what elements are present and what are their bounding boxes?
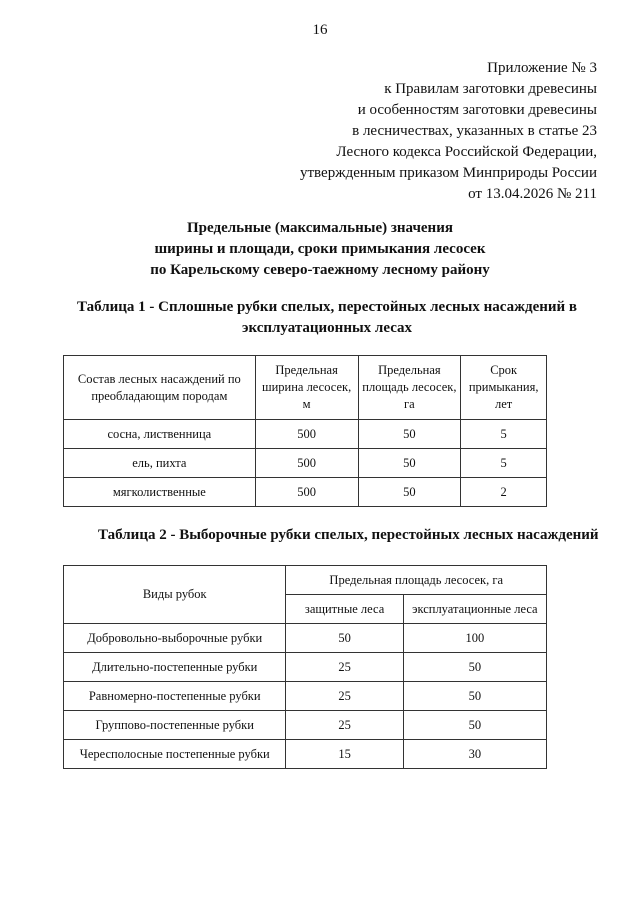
table1-header-cell: Состав лесных насаждений по преобладающим породам [64,356,256,420]
appendix-line: Лесного кодекса Российской Федерации, [336,144,597,160]
appendix-line: Приложение № 3 [487,60,597,76]
table2-cell: 25 [286,653,403,682]
table1-cell: ель, пихта [64,449,256,478]
table2-header-type: Виды рубок [64,566,286,624]
table-row [64,653,547,682]
table2-cell: Длительно-постепенные рубки [64,653,286,682]
table2-cell: 25 [286,711,403,740]
table-row [64,711,547,740]
table1-cell: 500 [255,478,358,507]
title-line: ширины и площади, сроки примыкания лесосек [154,241,486,257]
title-line: по Карельскому северо-таежному лесному району [150,262,490,278]
table1-cell: 50 [358,449,461,478]
table1-cell: 5 [461,420,547,449]
appendix-line: в лесничествах, указанных в статье 23 [352,123,597,139]
appendix-line: утвержденным приказом Минприроды России [300,165,597,181]
table1-header-row [64,356,547,420]
table2-cell: 15 [286,740,403,769]
table2-header-area: Предельная площадь лесосек, га [286,566,547,595]
table2-cell: 50 [403,653,546,682]
table1-cell: сосна, лиственница [64,420,256,449]
title-line: Предельные (максимальные) значения [187,220,453,236]
table2 [63,565,547,769]
table-row [64,420,547,449]
page-number: 16 [312,22,328,38]
table1-header-cell: Срок примыкания, лет [461,356,547,420]
table2-header-protective: защитные леса [286,595,403,624]
table1-caption [14,297,640,339]
table2-cell: Добровольно-выборочные рубки [64,624,286,653]
table1-caption-line: эксплуатационных лесах [241,320,413,336]
table2-cell: Группово-постепенные рубки [64,711,286,740]
table1-header-cell: Предельная площадь лесосек, га [358,356,461,420]
table2-header-exploitation: эксплуатационные леса [403,595,546,624]
appendix-line: и особенностям заготовки древесины [357,102,597,118]
table1-cell: 500 [255,420,358,449]
table2-caption: Таблица 2 - Выборочные рубки спелых, перестойных лесных насаждений [98,527,599,543]
table1 [63,355,547,507]
table2-cell: 50 [286,624,403,653]
table1-header-cell: Предельная ширина лесосек, м [255,356,358,420]
appendix-block [300,58,597,205]
table1-cell: 50 [358,478,461,507]
table1-cell: 50 [358,420,461,449]
table1-cell: 500 [255,449,358,478]
table2-cell: 25 [286,682,403,711]
table-row [64,740,547,769]
table-row [64,682,547,711]
table1-cell: мягколиственные [64,478,256,507]
table2-header-row [64,566,547,595]
table1-cell: 5 [461,449,547,478]
appendix-line: от 13.04.2026 № 211 [468,186,597,202]
document-title [0,218,640,281]
table2-cell: 100 [403,624,546,653]
table2-cell: 50 [403,682,546,711]
table2-cell: 50 [403,711,546,740]
table2-cell: Равномерно-постепенные рубки [64,682,286,711]
table1-cell: 2 [461,478,547,507]
table-row [64,624,547,653]
table2-cell: 30 [403,740,546,769]
table-row [64,478,547,507]
table2-cell: Чересполосные постепенные рубки [64,740,286,769]
table1-caption-line: Таблица 1 - Сплошные рубки спелых, перестойных лесных насаждений в [76,299,578,315]
table-row [64,449,547,478]
appendix-line: к Правилам заготовки древесины [384,81,597,97]
